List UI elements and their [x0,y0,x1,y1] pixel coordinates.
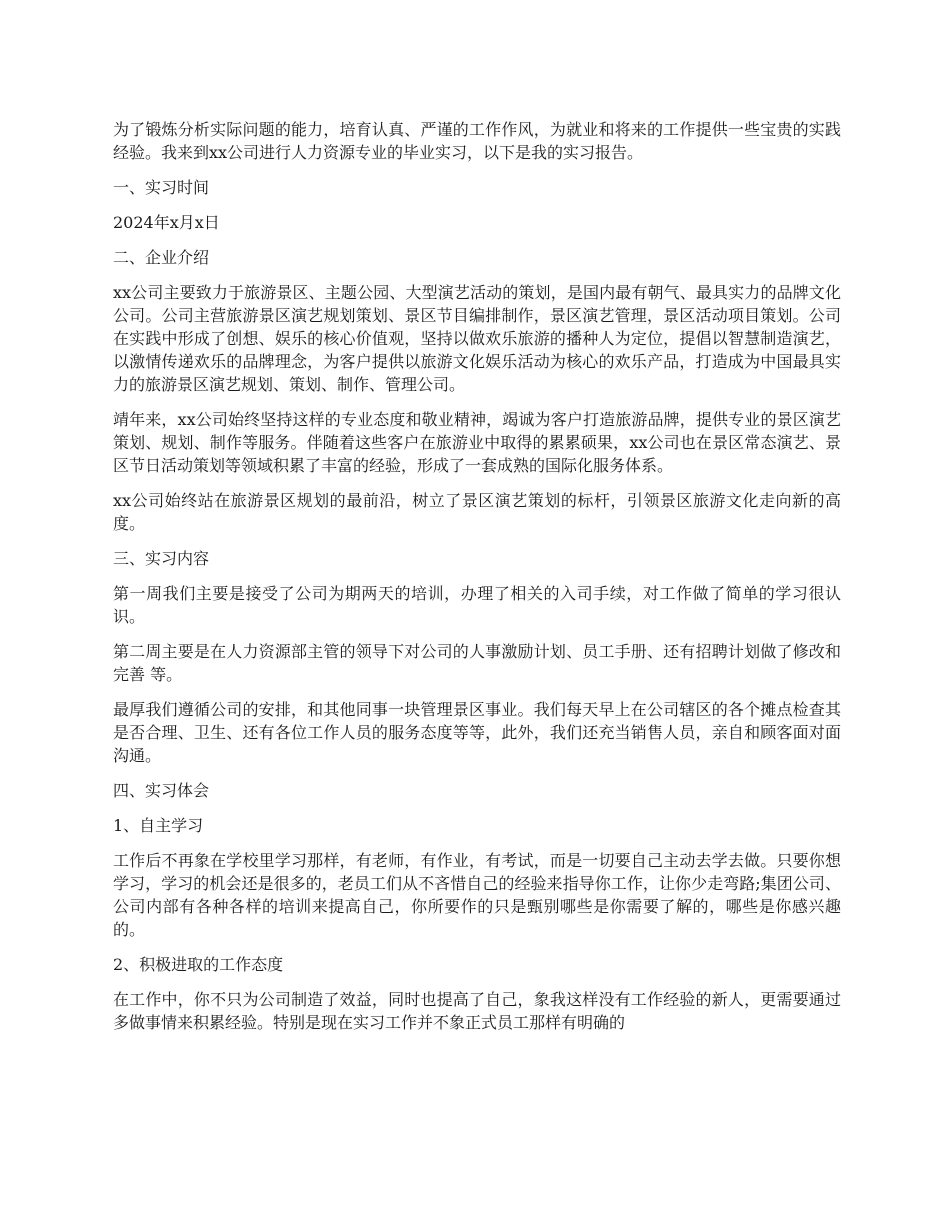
company-intro-paragraph: xx公司主要致力于旅游景区、主题公园、大型演艺活动的策划，是国内最有朝气、最具实力的品牌文化公司。公司主营旅游景区演艺规划策划、景区节目编排制作，景区演艺管理，景区活动项目策划。公司在实践中形成了创想、娱乐的核心价值观，坚持以做欢乐旅游的播种人为定位，提倡以智慧制造演艺，以激情传递欢乐的品牌理念，为客户提供以旅游文化娱乐活动为核心的欢乐产品，打造成为中国最具实力的旅游景区演艺规划、策划、制作、管理公司。 [113,283,841,394]
week-one-paragraph: 第一周我们主要是接受了公司为期两天的培训，办理了相关的入司手续，对工作做了简单的学习很认识。 [113,584,841,626]
self-learning-paragraph: 工作后不再象在学校里学习那样，有老师，有作业，有考试，而是一切要自己主动去学去做。只要你想学习，学习的机会还是很多的，老员工们从不吝惜自己的经验来指导你工作，让你少走弯路;集团公司、公司内部有各种各样的培训来提高自己，你所要作的只是甄别哪些是你需要了解的，哪些是你感兴趣的。 [113,851,841,939]
work-attitude-paragraph: 在工作中，你不只为公司制造了效益，同时也提高了自己，象我这样没有工作经验的新人，更需要通过多做事情来积累经验。特别是现在实习工作并不象正式员工那样有明确的 [113,990,841,1032]
section-heading-internship-time: 一、实习时间 [113,178,210,197]
section-heading-reflections: 四、实习体会 [113,781,210,800]
company-position-paragraph: xx公司始终站在旅游景区规划的最前沿，树立了景区演艺策划的标杆，引领景区旅游文化走向新的高度。 [113,491,841,533]
subheading-work-attitude: 2、积极进取的工作态度 [113,955,284,974]
company-history-paragraph: 靖年来，xx公司始终坚持这样的专业态度和敬业精神，竭诚为客户打造旅游品牌，提供专业的景区演艺策划、规划、制作等服务。伴随着这些客户在旅游业中取得的累累硕果，xx公司也在景区常态演艺、景区节日活动策划等领域积累了丰富的经验，形成了一套成熟的国际化服务体系。 [113,410,841,475]
intro-paragraph: 为了锻炼分析实际问题的能力，培育认真、严谨的工作作风，为就业和将来的工作提供一些宝贵的实践经验。我来到xx公司进行人力资源专业的毕业实习，以下是我的实习报告。 [113,120,841,162]
document-body [113,118,841,1046]
section-heading-company-intro: 二、企业介绍 [113,248,210,267]
internship-date: 2024年x月x日 [113,213,220,232]
week-two-paragraph: 第二周主要是在人力资源部主管的领导下对公司的人事激励计划、员工手册、还有招聘计划做了修改和完善 等。 [113,642,841,684]
section-heading-internship-content: 三、实习内容 [113,549,210,568]
later-work-paragraph: 最厚我们遵循公司的安排，和其他同事一块管理景区事业。我们每天早上在公司辖区的各个摊点检查其是否合理、卫生、还有各位工作人员的服务态度等等，此外，我们还充当销售人员，亲自和顾客面对面沟通。 [113,700,841,765]
subheading-self-learning: 1、自主学习 [113,816,204,835]
